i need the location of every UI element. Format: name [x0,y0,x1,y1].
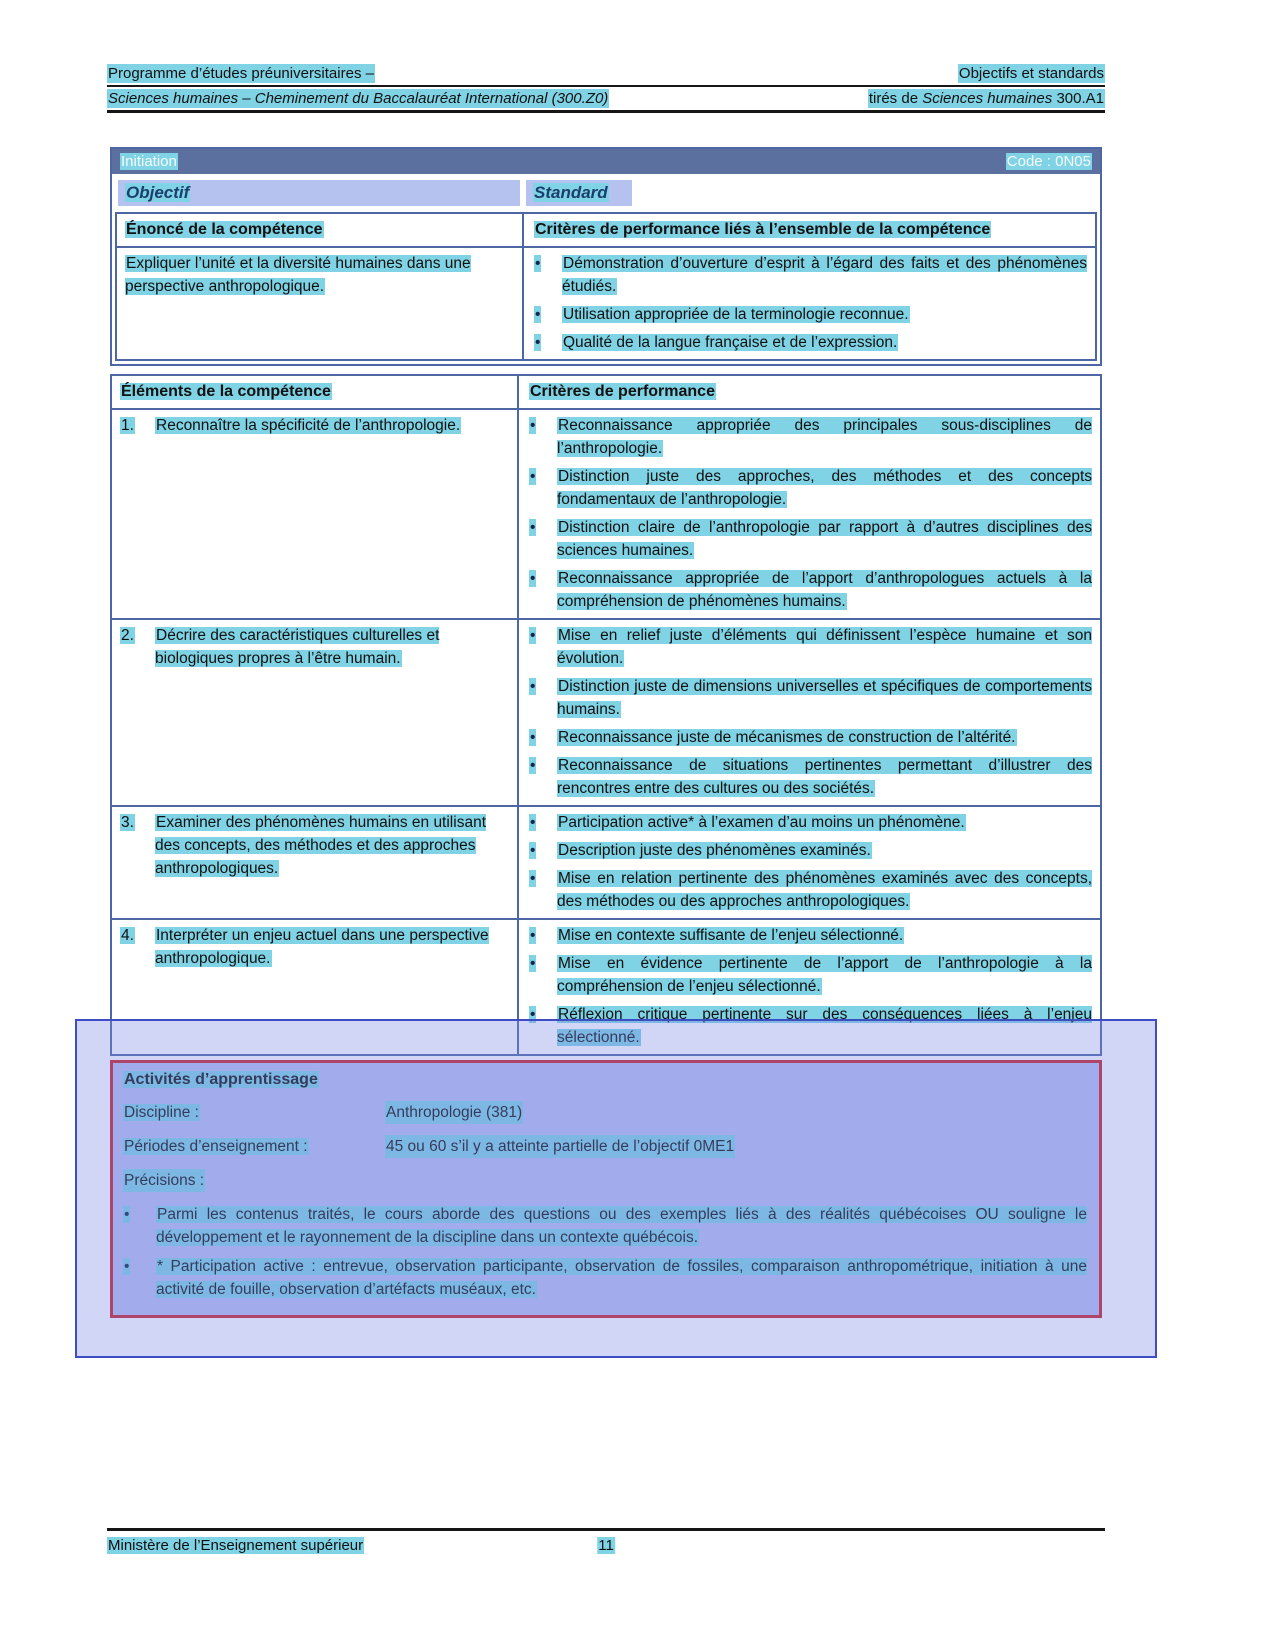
page-footer [107,1528,1105,1554]
criterion-item [534,303,1087,326]
column-labels-row [112,174,1100,212]
element-row-3 [112,805,1100,918]
criterion-item [529,924,1092,947]
program-subtitle: Sciences humaines – Cheminement du Baccalauréat International (300.Z0) [108,90,609,107]
bullet-icon: • [530,519,536,536]
bullet-icon: • [535,334,541,351]
header-line-1 [107,64,1105,83]
bullet-icon: • [535,306,541,323]
element-row-2 [112,618,1100,805]
objective-standard-section [110,147,1102,366]
section-banner [112,149,1100,174]
bullet-icon: • [530,570,536,587]
discipline-row [123,1101,1087,1124]
competence-table [115,212,1097,361]
competence-header-right: Critères de performance liés à l’ensemble de la compétence [535,221,991,238]
element-number: 3. [121,814,134,831]
element-text: Interpréter un enjeu actuel dans une perspective anthropologique. [155,927,489,967]
activities-box [110,1060,1102,1318]
activities-bullet-2 [123,1255,1087,1301]
element-number: 1. [121,417,134,434]
element-text: Décrire des caractéristiques culturelles et biologiques propres à l’être humain. [155,627,440,667]
criterion-item [534,252,1087,298]
activities-bullet-text: * Participation active : entrevue, observation participante, observation de fossiles, comparaison anthropométrique, initiation à une activité de fouille, observation d’artéfacts muséaux, etc. [156,1258,1087,1298]
element-number: 4. [121,927,134,944]
criterion-item [529,567,1092,613]
bullet-icon: • [124,1258,130,1275]
element-text: Examiner des phénomènes humains en utilisant des concepts, des méthodes et des approches anthropologiques. [155,814,486,877]
criterion-item [529,516,1092,562]
activities-title-row [123,1071,1087,1089]
program-title: Programme d’études préuniversitaires – [108,65,374,82]
header-right-2-prefix: tirés de [868,90,923,107]
criterion-text: Mise en relief juste d’éléments qui définissent l’espèce humaine et son évolution. [557,627,1092,667]
activities-bullet-text: Parmi les contenus traités, le cours aborde des questions ou des exemples liés à des réalités québécoises OU souligne le développement et le rayonnement de la discipline dans un contexte québécois. [156,1206,1087,1246]
section-code: Code : 0N05 [1006,153,1091,170]
precisions-row [123,1169,1087,1192]
discipline-value: Anthropologie (381) [385,1101,523,1124]
page-header [107,64,1105,113]
criterion-item [529,726,1092,749]
criterion-text: Mise en contexte suffisante de l’enjeu sélectionné. [558,927,904,944]
criterion-item [529,952,1092,998]
competence-header-left: Énoncé de la compétence [126,221,323,238]
criterion-item [529,839,1092,862]
header-right-2-suffix: 300.A1 [1052,90,1104,107]
standard-label: Standard [534,183,608,202]
criterion-text: Distinction juste des approches, des méthodes et des concepts fondamentaux de l’anthropologie. [557,468,1092,508]
bullet-icon: • [530,678,536,695]
element-row-4 [112,918,1100,1054]
criterion-text: Qualité de la langue française et de l’expression. [563,334,898,351]
criterion-item [534,331,1087,354]
criterion-item [529,754,1092,800]
competence-statement: Expliquer l’unité et la diversité humaines dans une perspective anthropologique. [125,255,471,295]
element-text: Reconnaître la spécificité de l’anthropologie. [156,417,461,434]
competence-table-header [117,214,1095,246]
criterion-text: Réflexion critique pertinente sur des conséquences liées à l’enjeu sélectionné. [557,1006,1092,1046]
standard-label-strip [526,180,632,206]
element-number: 2. [121,627,134,644]
activities-title: Activités d’apprentissage [124,1071,318,1088]
bullet-icon: • [535,255,541,272]
elements-section [110,374,1102,1056]
activities-bullet-1 [123,1203,1087,1249]
criterion-text: Mise en relation pertinente des phénomènes examinés avec des concepts, des méthodes ou des approches anthropologiques. [557,870,1092,910]
criterion-text: Participation active* à l’examen d’au moins un phénomène. [558,814,965,831]
bullet-icon: • [530,927,536,944]
criterion-text: Démonstration d’ouverture d’esprit à l’égard des faits et des phénomènes étudiés. [562,255,1087,295]
periods-label: Périodes d’enseignement : [124,1138,308,1155]
page-number: 11 [598,1537,614,1554]
bullet-icon: • [530,417,536,434]
bullet-icon: • [124,1206,130,1223]
bullet-icon: • [530,468,536,485]
criterion-text: Mise en évidence pertinente de l’apport de l’anthropologie à la compréhension de l’enjeu sélectionné. [557,955,1092,995]
criterion-item [529,624,1092,670]
element-row-1 [112,408,1100,618]
periods-value: 45 ou 60 s’il y a atteinte partielle de l’objectif 0ME1 [385,1135,735,1158]
header-right-1: Objectifs et standards [958,65,1104,82]
bullet-icon: • [530,1006,536,1023]
elements-header-right: Critères de performance [530,383,715,400]
criterion-item [529,1003,1092,1049]
elements-header-left: Éléments de la compétence [121,383,331,400]
elements-table-header [112,376,1100,408]
ministry-name: Ministère de l’Enseignement supérieur [108,1537,364,1554]
bullet-icon: • [530,814,536,831]
horizontal-rule [107,110,1105,113]
section-title: Initiation [121,153,177,170]
criterion-text: Reconnaissance juste de mécanismes de construction de l’altérité. [558,729,1016,746]
discipline-label: Discipline : [124,1104,199,1121]
bullet-icon: • [530,842,536,859]
bullet-icon: • [530,729,536,746]
objectif-label: Objectif [126,183,190,202]
horizontal-rule [107,85,1105,87]
bullet-icon: • [530,955,536,972]
objectif-label-strip [118,180,520,206]
criterion-text: Reconnaissance appropriée des principales sous-disciplines de l’anthropologie. [557,417,1092,457]
criterion-text: Reconnaissance de situations pertinentes permettant d’illustrer des rencontres entre des cultures ou des sociétés. [557,757,1092,797]
header-right-2-italic: Sciences humaines [922,90,1053,107]
bullet-icon: • [530,627,536,644]
criterion-item [529,414,1092,460]
criterion-text: Distinction claire de l’anthropologie par rapport à d’autres disciplines des sciences humaines. [557,519,1092,559]
header-line-2 [107,89,1105,108]
criterion-item [529,811,1092,834]
criterion-item [529,465,1092,511]
activities-region [110,1060,1102,1318]
competence-table-body [117,246,1095,359]
periods-row [123,1135,1087,1158]
header-right-2 [868,89,1105,108]
criterion-text: Distinction juste de dimensions universelles et spécifiques de comportements humains. [557,678,1092,718]
page-content [107,64,1105,1318]
criterion-item [529,867,1092,913]
criterion-text: Reconnaissance appropriée de l’apport d’anthropologues actuels à la compréhension de phénomènes humains. [557,570,1092,610]
criterion-item [529,675,1092,721]
bullet-icon: • [530,870,536,887]
criterion-text: Description juste des phénomènes examinés. [558,842,871,859]
precisions-label: Précisions : [123,1169,205,1192]
bullet-icon: • [530,757,536,774]
criterion-text: Utilisation appropriée de la terminologie reconnue. [563,306,909,323]
